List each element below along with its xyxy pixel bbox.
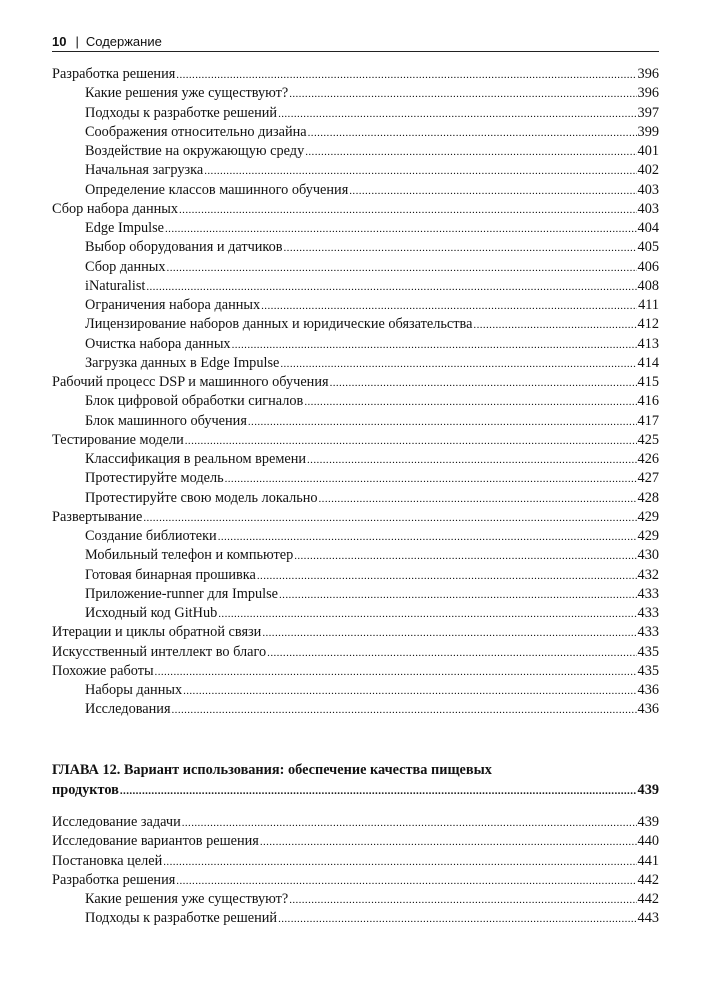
toc-entry-page: 441 xyxy=(637,852,659,869)
toc-entry xyxy=(52,604,659,623)
toc-entry xyxy=(52,104,659,123)
dot-leader xyxy=(176,66,636,85)
page-number: 10 xyxy=(52,34,67,49)
toc-entry-page: 433 xyxy=(637,585,659,602)
toc-entry-title: Выбор оборудования и датчиков xyxy=(85,239,283,256)
chapter-title-line2: продуктов xyxy=(52,781,119,798)
toc-entry xyxy=(52,277,659,296)
toc-entry-title: Итерации и циклы обратной связи xyxy=(52,624,262,641)
toc-entry-title: Блок машинного обучения xyxy=(85,412,247,429)
toc-entry-page: 405 xyxy=(637,239,659,256)
dot-leader xyxy=(204,162,636,181)
toc-entry-title: Очистка набора данных xyxy=(85,335,231,352)
toc-entry-page: 396 xyxy=(637,85,659,102)
toc-entry xyxy=(52,852,659,871)
dot-leader xyxy=(165,220,637,239)
toc-entry xyxy=(52,527,659,546)
toc-entry xyxy=(52,238,659,257)
dot-leader xyxy=(294,547,636,566)
header-rule xyxy=(52,51,659,52)
toc-entry-title: Протестируйте модель xyxy=(85,470,224,487)
toc-entry-title: iNaturalist xyxy=(85,277,146,294)
dot-leader xyxy=(304,393,636,412)
toc-entry xyxy=(52,412,659,431)
toc-entry-title: Исследование вариантов решения xyxy=(52,833,259,850)
toc-entry-page: 408 xyxy=(637,277,659,294)
toc-list xyxy=(52,65,659,720)
toc-entry-title: Сбор данных xyxy=(85,258,166,275)
toc-entry-title: Блок цифровой обработки сигналов xyxy=(85,393,304,410)
toc-entry-page: 417 xyxy=(637,412,659,429)
toc-entry-page: 436 xyxy=(637,682,659,698)
dot-leader xyxy=(280,355,636,374)
toc-entry xyxy=(52,469,659,488)
dot-leader xyxy=(257,567,637,586)
dot-leader xyxy=(473,316,636,335)
toc-entry-page: 439 xyxy=(637,814,659,830)
dot-leader xyxy=(183,682,636,701)
dot-leader xyxy=(225,470,637,489)
toc-entry xyxy=(52,431,659,450)
dot-leader xyxy=(349,182,636,201)
toc-entry-page: 406 xyxy=(637,258,659,275)
dot-leader xyxy=(172,701,637,720)
toc-entry-title: Постановка целей xyxy=(52,852,163,869)
toc-entry-title: Лицензирование наборов данных и юридические обязательства xyxy=(85,316,473,333)
toc-entry xyxy=(52,681,659,700)
toc-entry-title: Подходы к разработке решений xyxy=(85,910,278,927)
dot-leader xyxy=(182,814,637,833)
dot-leader xyxy=(319,490,637,509)
toc-entry xyxy=(52,508,659,527)
toc-entry-title: Рабочий процесс DSP и машинного обучения xyxy=(52,374,329,390)
dot-leader xyxy=(155,663,637,682)
dot-leader xyxy=(261,297,637,316)
dot-leader xyxy=(163,853,636,872)
toc-entry-title: Загрузка данных в Edge Impulse xyxy=(85,354,280,371)
toc-entry-page: 430 xyxy=(637,547,659,564)
toc-entry-title: Классификация в реальном времени xyxy=(85,451,307,467)
toc-entry-title: Разработка решения xyxy=(52,66,176,82)
toc-entry-page: 403 xyxy=(637,181,659,198)
dot-leader xyxy=(146,278,636,297)
toc-entry-page: 425 xyxy=(637,431,659,448)
toc-entry-title: Готовая бинарная прошивка xyxy=(85,566,256,583)
toc-entry-page: 428 xyxy=(637,489,659,506)
toc-entry-page: 412 xyxy=(637,316,659,333)
dot-leader xyxy=(289,85,636,104)
toc-entry-page: 397 xyxy=(637,104,659,121)
dot-leader xyxy=(330,374,637,393)
toc-entry-page: 443 xyxy=(637,910,659,927)
dot-leader xyxy=(308,124,637,143)
toc-entry xyxy=(52,566,659,585)
dot-leader xyxy=(248,413,637,432)
toc-entry-title: Тестирование модели xyxy=(52,431,184,448)
toc-entry xyxy=(52,489,659,508)
toc-entry xyxy=(52,315,659,334)
toc-entry xyxy=(52,181,659,200)
toc-entry-title: Подходы к разработке решений xyxy=(85,104,278,121)
toc-entry-page: 442 xyxy=(637,891,659,907)
toc-entry-title: Ограничения набора данных xyxy=(85,297,261,313)
toc-entry-page: 396 xyxy=(637,66,659,82)
toc-entry-page: 401 xyxy=(637,143,659,159)
toc-entry-title: Искусственный интеллект во благо xyxy=(52,643,267,660)
running-header xyxy=(52,34,659,50)
toc-entry-title: Приложение-runner для Impulse xyxy=(85,585,279,602)
toc-entry-title: Начальная загрузка xyxy=(85,162,204,179)
toc-entry-title: Воздействие на окружающую среду xyxy=(85,143,305,159)
dot-leader xyxy=(284,239,637,258)
toc-entry-page: 429 xyxy=(637,508,659,525)
dot-leader xyxy=(179,201,637,220)
dot-leader xyxy=(289,891,636,910)
toc-entry-title: Протестируйте свою модель локально xyxy=(85,489,318,506)
toc-entry xyxy=(52,373,659,392)
toc-entry-page: 432 xyxy=(637,566,659,583)
toc-entry-title: Исходный код GitHub xyxy=(85,605,218,621)
dot-leader xyxy=(305,143,636,162)
toc-entry xyxy=(52,909,659,928)
dot-leader xyxy=(176,872,636,891)
toc-entry-title: Какие решения уже существуют? xyxy=(85,85,289,102)
toc-entry-title: Похожие работы xyxy=(52,662,154,679)
dot-leader xyxy=(218,605,636,624)
dot-leader xyxy=(232,336,637,355)
toc-entry xyxy=(52,890,659,909)
section-title: Содержание xyxy=(85,34,162,49)
toc-list-chapter-12 xyxy=(52,813,659,929)
dot-leader xyxy=(307,451,637,470)
toc-entry xyxy=(52,335,659,354)
dot-leader xyxy=(279,586,637,605)
toc-entry-page: 435 xyxy=(637,643,659,660)
toc-entry xyxy=(52,450,659,469)
toc-entry-title: Исследование задачи xyxy=(52,814,181,830)
toc-entry-page: 427 xyxy=(637,470,659,487)
toc-entry xyxy=(52,546,659,565)
toc-entry xyxy=(52,296,659,315)
toc-entry xyxy=(52,585,659,604)
toc-entry xyxy=(52,392,659,411)
header-separator: | xyxy=(75,34,79,49)
toc-entry-page: 429 xyxy=(637,528,659,544)
dot-leader xyxy=(278,910,636,929)
toc-entry-page: 433 xyxy=(637,605,659,621)
dot-leader xyxy=(262,624,636,643)
toc-entry-title: Создание библиотеки xyxy=(85,528,217,544)
toc-entry xyxy=(52,161,659,180)
toc-entry-page: 415 xyxy=(637,374,659,390)
toc-entry xyxy=(52,700,659,719)
toc-entry xyxy=(52,871,659,890)
toc-entry xyxy=(52,354,659,373)
toc-entry-title: Сбор набора данных xyxy=(52,200,179,217)
toc-entry-page: 442 xyxy=(637,871,659,888)
dot-leader xyxy=(143,509,636,528)
toc-entry-page: 402 xyxy=(637,162,659,179)
toc-entry xyxy=(52,142,659,161)
toc-entry xyxy=(52,643,659,662)
toc-entry xyxy=(52,123,659,142)
toc-entry-title: Наборы данных xyxy=(85,682,183,698)
dot-leader xyxy=(167,259,637,278)
toc-entry-title: Развертывание xyxy=(52,508,143,525)
dot-leader xyxy=(218,528,637,547)
toc-entry-page: 433 xyxy=(637,624,659,641)
toc-entry-title: Мобильный телефон и компьютер xyxy=(85,547,294,564)
toc-entry-page: 436 xyxy=(637,701,659,718)
toc-entry-title: Какие решения уже существуют? xyxy=(85,891,289,907)
dot-leader xyxy=(185,432,637,451)
toc-entry-title: Edge Impulse xyxy=(85,220,165,236)
dot-leader xyxy=(267,644,636,663)
toc-entry-page: 416 xyxy=(637,393,659,410)
toc-entry-page: 435 xyxy=(637,662,659,679)
toc-entry xyxy=(52,623,659,642)
toc-entry xyxy=(52,662,659,681)
toc-entry-page: 411 xyxy=(638,297,659,313)
chapter-heading xyxy=(52,761,659,801)
dot-leader xyxy=(120,782,637,802)
toc-entry xyxy=(52,832,659,851)
toc-entry-title: Разработка решения xyxy=(52,871,176,888)
dot-leader xyxy=(278,105,636,124)
toc-entry-title: Определение классов машинного обучения xyxy=(85,181,349,198)
toc-entry xyxy=(52,258,659,277)
chapter-page: 439 xyxy=(637,781,659,798)
toc-entry-title: Соображения относительно дизайна xyxy=(85,123,307,140)
toc-entry-page: 413 xyxy=(637,335,659,352)
toc-entry-page: 414 xyxy=(637,354,659,371)
toc-entry xyxy=(52,813,659,832)
toc-entry-page: 440 xyxy=(637,833,659,850)
toc-entry xyxy=(52,84,659,103)
toc-entry-page: 404 xyxy=(637,220,659,236)
toc-entry xyxy=(52,200,659,219)
dot-leader xyxy=(260,833,637,852)
chapter-title-line1: ГЛАВА 12. Вариант использования: обеспечение качества пищевых xyxy=(52,762,492,778)
toc-entry xyxy=(52,65,659,84)
toc-entry-title: Исследования xyxy=(85,701,171,718)
toc-entry-page: 403 xyxy=(637,200,659,217)
toc-entry xyxy=(52,219,659,238)
toc-entry-page: 399 xyxy=(637,123,659,140)
toc-entry-page: 426 xyxy=(637,451,659,467)
